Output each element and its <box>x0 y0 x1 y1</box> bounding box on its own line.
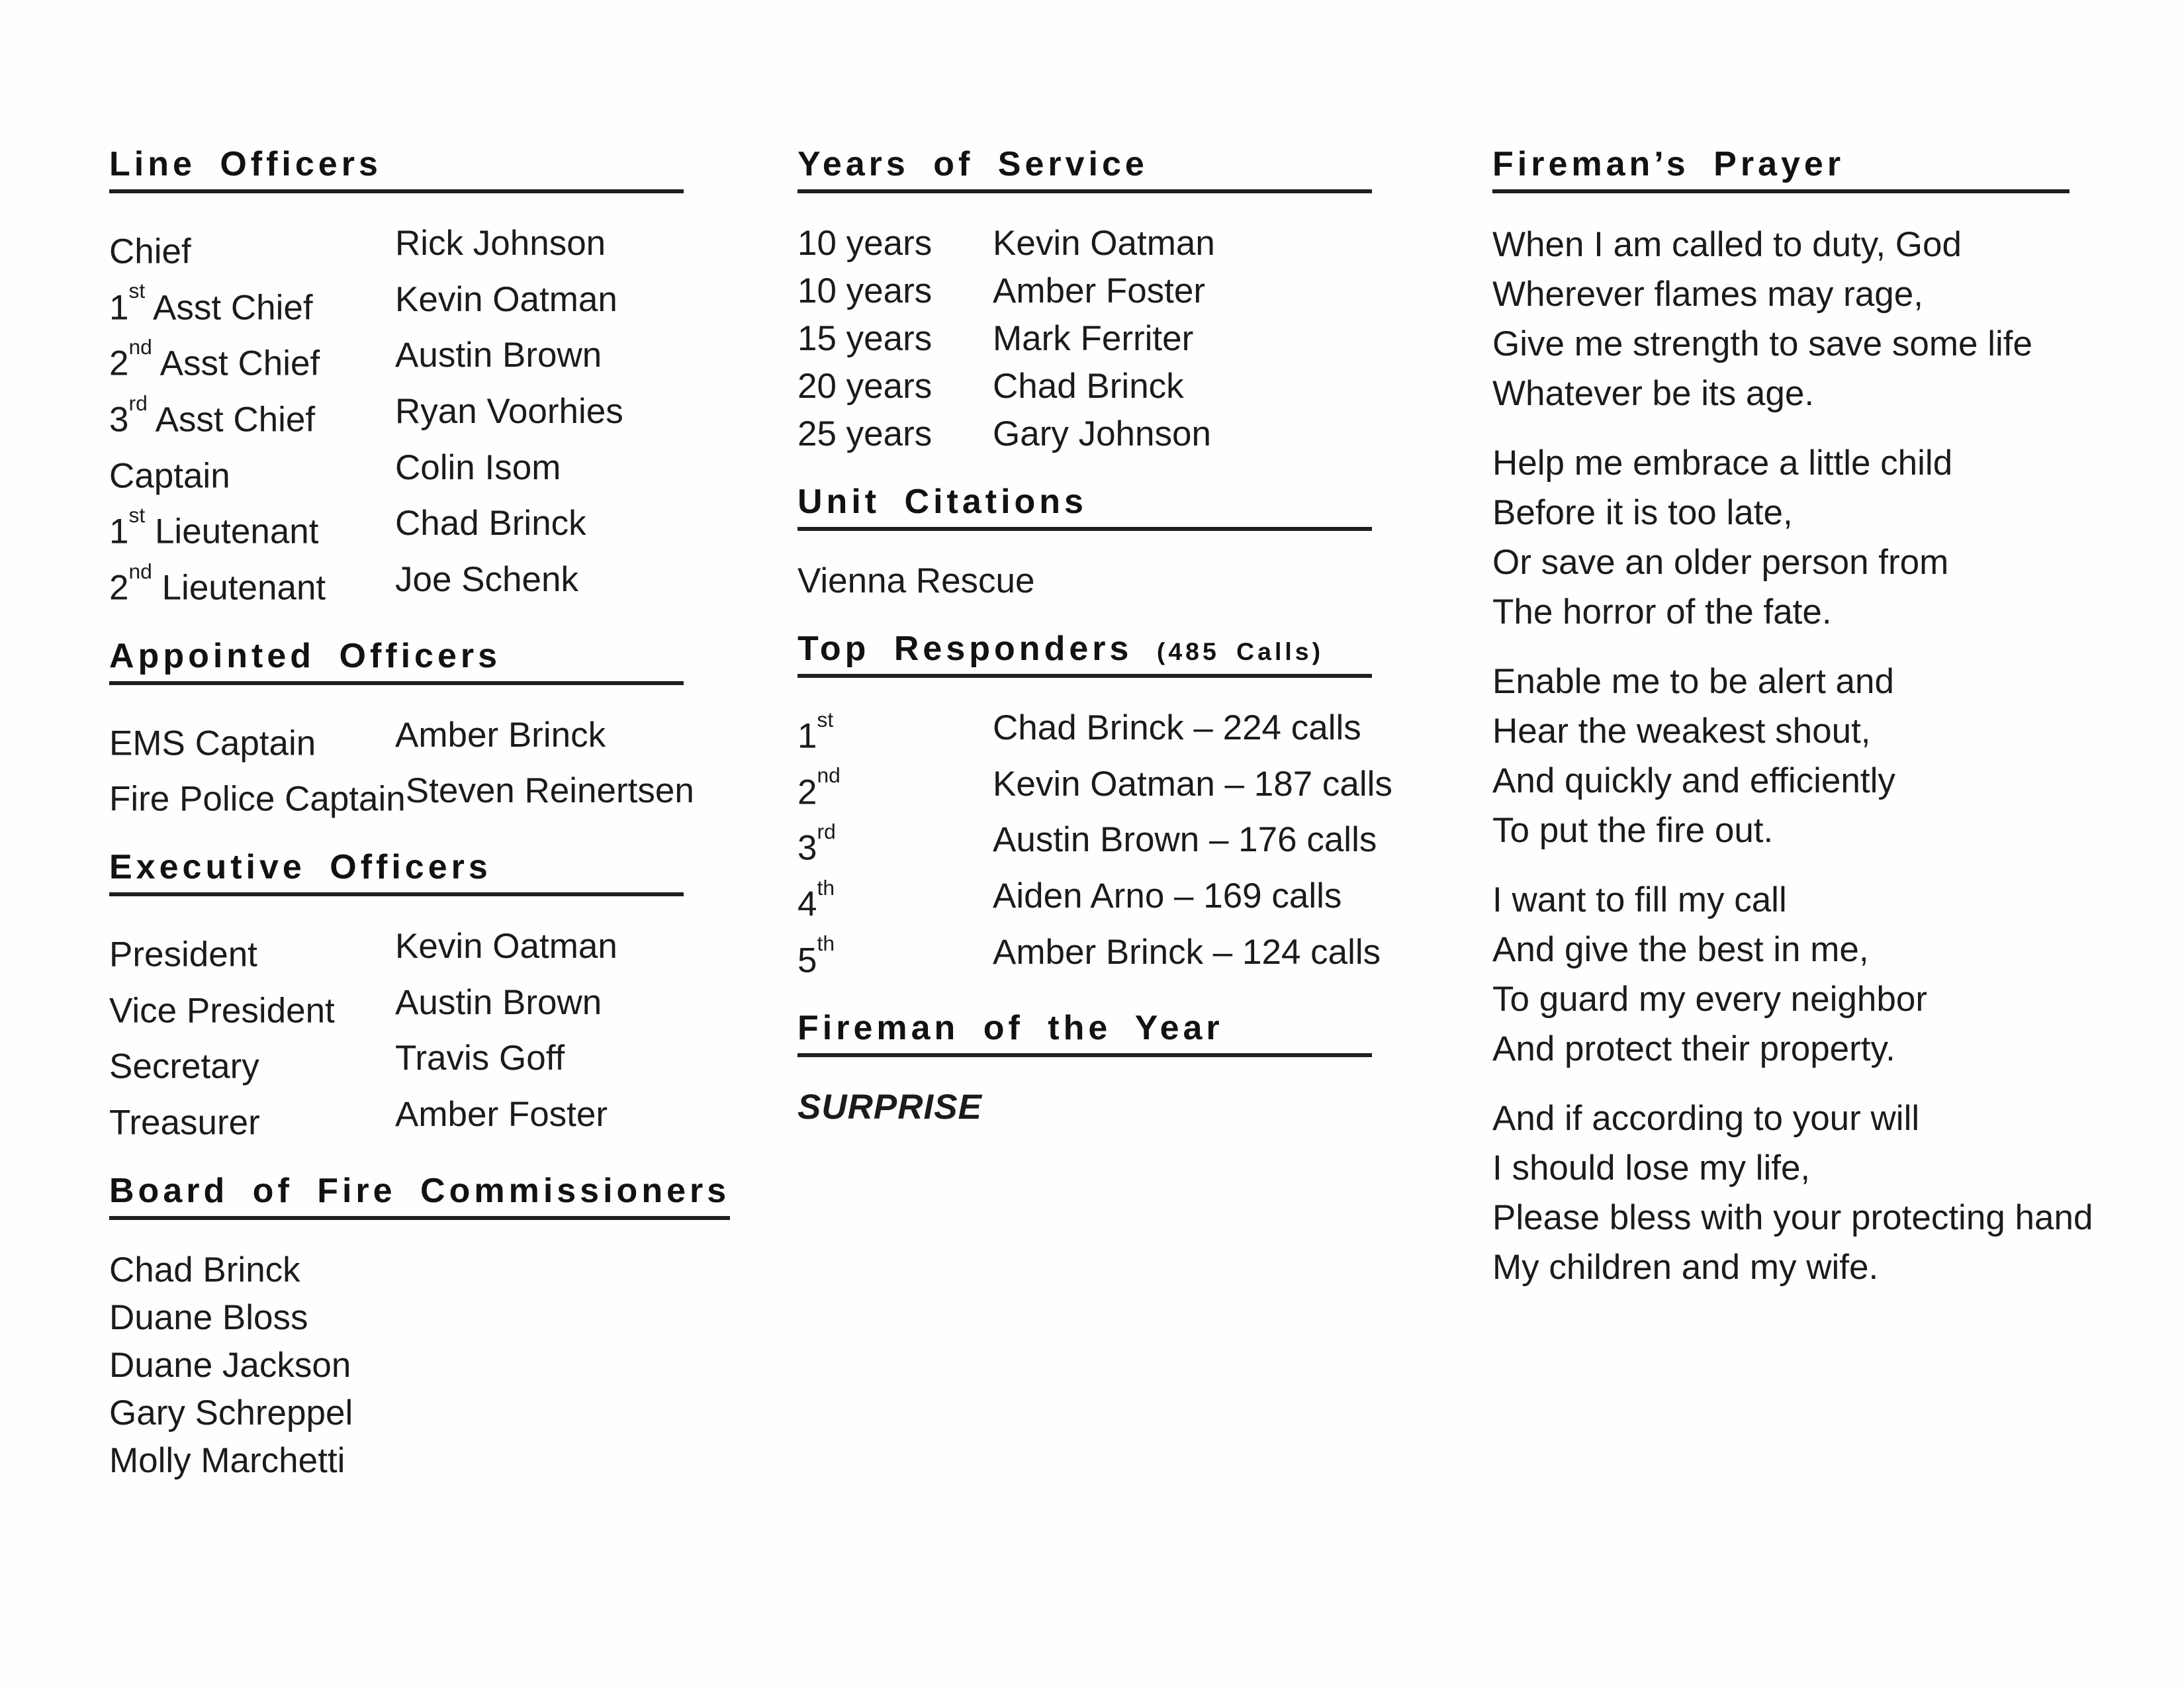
responder-detail: Amber Brinck – 124 calls <box>993 932 1381 972</box>
section-line-officers <box>109 147 778 612</box>
service-years: 25 years <box>797 414 933 453</box>
responder-row <box>797 872 1469 929</box>
top-responders-heading: Top Responders (485 Calls) <box>797 632 1372 678</box>
prayer-stanza <box>1492 1094 2181 1292</box>
officer-name: Amber Brinck <box>395 715 606 755</box>
prayer-line: Hear the weakest shout, <box>1492 712 1871 751</box>
service-row <box>797 315 1469 363</box>
officer-name: Kevin Oatman <box>395 926 617 966</box>
prayer-line: Enable me to be alert and <box>1492 662 1894 701</box>
prayer-line: Whatever be its age. <box>1492 374 1815 413</box>
section-fireman-of-the-year <box>797 1011 1469 1131</box>
officer-name: Travis Goff <box>395 1039 565 1078</box>
line-officers-heading: Line Officers <box>109 147 684 193</box>
responder-rank: 5th <box>797 931 835 980</box>
unit-citation-item: Vienna Rescue <box>797 561 1035 600</box>
awards-column <box>797 147 1469 1131</box>
prayer-line: Or save an older person from <box>1492 543 1949 582</box>
section-board-of-fire-commissioners <box>109 1171 778 1485</box>
fireman-of-the-year-value: SURPRISE <box>797 1088 982 1127</box>
officer-title: Chief <box>109 232 191 271</box>
officer-name: Joe Schenk <box>395 559 578 599</box>
officer-row <box>109 1035 778 1091</box>
unit-citations-heading: Unit Citations <box>797 485 1372 531</box>
service-row <box>797 267 1469 315</box>
prayer-stanza <box>1492 875 2181 1074</box>
responder-rank: 3rd <box>797 819 836 868</box>
officer-name: Chad Brinck <box>395 504 586 543</box>
top-responders-call-count: (485 Calls) <box>1156 637 1324 665</box>
board-heading: Board of Fire Commissioners <box>109 1174 730 1220</box>
service-row <box>797 363 1469 410</box>
prayer-line: And give the best in me, <box>1492 930 1869 969</box>
officer-title: EMS Captain <box>109 724 316 763</box>
responder-rank: 2nd <box>797 763 841 812</box>
officer-name: Ryan Voorhies <box>395 391 623 431</box>
officer-title: Captain <box>109 456 230 496</box>
officer-row <box>109 444 778 500</box>
officer-name: Steven Reinertsen <box>405 771 694 811</box>
officer-title: President <box>109 935 257 974</box>
officer-row <box>109 220 778 276</box>
prayer-line: Help me embrace a little child <box>1492 444 1953 483</box>
officer-row <box>109 767 778 823</box>
officer-title: 1st Asst Chief <box>109 279 313 328</box>
section-unit-citations <box>797 485 1469 605</box>
responder-rank: 4th <box>797 875 835 924</box>
officer-row <box>109 500 778 556</box>
service-name: Gary Johnson <box>993 414 1211 453</box>
officer-row <box>109 1091 778 1147</box>
prayer-line: To put the fire out. <box>1492 811 1774 850</box>
officer-name: Kevin Oatman <box>395 279 617 319</box>
responder-row <box>797 761 1469 817</box>
officer-title: Vice President <box>109 991 335 1031</box>
officer-row <box>109 388 778 444</box>
responder-row <box>797 816 1469 872</box>
prayer-stanza <box>1492 220 2181 418</box>
board-member-name: Molly Marchetti <box>109 1440 345 1480</box>
prayer-line: And protect their property. <box>1492 1029 1895 1068</box>
officer-row <box>109 556 778 612</box>
prayer-line: When I am called to duty, God <box>1492 225 1962 264</box>
responder-detail: Chad Brinck – 224 calls <box>993 708 1361 747</box>
years-of-service-heading: Years of Service <box>797 147 1372 193</box>
service-years: 10 years <box>797 224 933 263</box>
service-row <box>797 220 1469 267</box>
officer-row <box>109 712 778 768</box>
section-appointed-officers <box>109 636 778 823</box>
board-member-name: Gary Schreppel <box>109 1393 353 1432</box>
responder-row <box>797 704 1469 761</box>
responder-detail: Kevin Oatman – 187 calls <box>993 764 1392 804</box>
line-officers-list <box>109 220 778 612</box>
service-name: Mark Ferriter <box>993 319 1194 358</box>
prayer-line: The horror of the fate. <box>1492 592 1832 632</box>
service-name: Amber Foster <box>993 271 1206 310</box>
officer-row <box>109 276 778 332</box>
officer-row <box>109 332 778 388</box>
responder-rank: 1st <box>797 707 834 756</box>
section-executive-officers <box>109 847 778 1147</box>
prayer-line: I want to fill my call <box>1492 880 1787 919</box>
prayer-line: Before it is too late, <box>1492 493 1793 532</box>
prayer-line: My children and my wife. <box>1492 1248 1879 1287</box>
officers-column <box>109 147 778 1485</box>
board-member-name: Duane Jackson <box>109 1345 351 1385</box>
years-of-service-list <box>797 220 1469 458</box>
prayer-stanza <box>1492 438 2181 637</box>
executive-officers-list <box>109 923 778 1147</box>
officer-title: Treasurer <box>109 1103 260 1143</box>
prayer-column <box>1492 147 2181 1312</box>
officer-row <box>109 923 778 979</box>
section-years-of-service <box>797 147 1469 458</box>
prayer-line: Please bless with your protecting hand <box>1492 1198 2093 1237</box>
appointed-officers-list <box>109 712 778 823</box>
service-name: Chad Brinck <box>993 367 1184 406</box>
officer-name: Amber Foster <box>395 1094 608 1134</box>
responder-detail: Austin Brown – 176 calls <box>993 820 1377 860</box>
officer-name: Rick Johnson <box>395 224 606 263</box>
officer-name: Austin Brown <box>395 982 602 1022</box>
prayer-line: Wherever flames may rage, <box>1492 275 1923 314</box>
officer-title: Fire Police Captain <box>109 779 406 819</box>
top-responders-list <box>797 704 1469 984</box>
service-years: 20 years <box>797 367 933 406</box>
section-top-responders <box>797 632 1469 984</box>
board-list <box>109 1246 778 1485</box>
service-row <box>797 410 1469 458</box>
fireman-of-the-year-heading: Fireman of the Year <box>797 1011 1372 1057</box>
executive-officers-heading: Executive Officers <box>109 850 684 896</box>
officer-row <box>109 979 778 1035</box>
service-name: Kevin Oatman <box>993 224 1215 263</box>
officer-title: Secretary <box>109 1047 259 1086</box>
officer-title: 2nd Lieutenant <box>109 559 326 608</box>
officer-title: 1st Lieutenant <box>109 502 319 551</box>
firemans-prayer-heading: Fireman’s Prayer <box>1492 147 2070 193</box>
responder-row <box>797 929 1469 985</box>
service-years: 10 years <box>797 271 933 310</box>
prayer-line: And quickly and efficiently <box>1492 761 1895 800</box>
prayer-line: I should lose my life, <box>1492 1149 1811 1188</box>
officer-name: Austin Brown <box>395 336 602 375</box>
prayer-line: Give me strength to save some life <box>1492 324 2032 363</box>
officer-title: 2nd Asst Chief <box>109 334 320 383</box>
officer-title: 3rd Asst Chief <box>109 391 316 440</box>
prayer-line: To guard my every neighbor <box>1492 980 1927 1019</box>
prayer-stanza <box>1492 657 2181 855</box>
section-firemans-prayer <box>1492 147 2181 1292</box>
prayer-line: And if according to your will <box>1492 1099 1920 1138</box>
service-years: 15 years <box>797 319 933 358</box>
appointed-officers-heading: Appointed Officers <box>109 639 684 685</box>
responder-detail: Aiden Arno – 169 calls <box>993 876 1342 915</box>
officer-name: Colin Isom <box>395 447 561 487</box>
board-member-name: Duane Bloss <box>109 1297 308 1337</box>
board-member-name: Chad Brinck <box>109 1250 300 1289</box>
